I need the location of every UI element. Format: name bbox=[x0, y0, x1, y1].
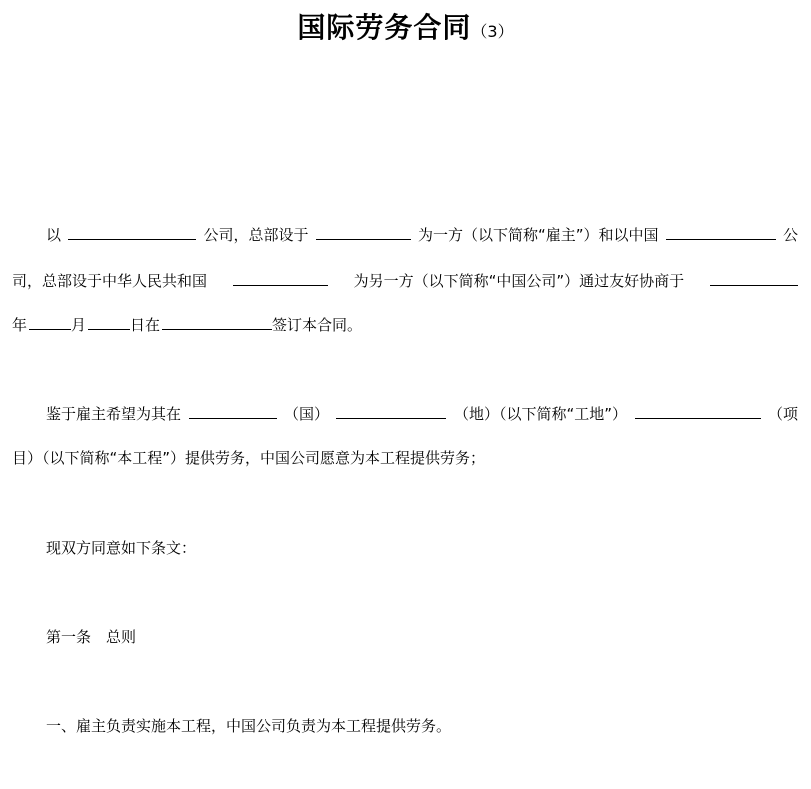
article1-heading-line bbox=[12, 626, 798, 648]
para2-line1-seg-b: （国） bbox=[283, 405, 329, 423]
clause1-line bbox=[12, 715, 798, 737]
para1-line1 bbox=[12, 223, 798, 245]
para2-line2 bbox=[12, 447, 798, 469]
blank-company-name bbox=[68, 223, 196, 240]
para1-line1-seg-d: 公 bbox=[782, 226, 798, 244]
para1-line3-day-at: 日在 bbox=[130, 316, 161, 334]
para1-line3-year: 年 bbox=[12, 316, 28, 334]
para2-line1-seg-d: （项 bbox=[767, 405, 798, 423]
blank-china-location bbox=[233, 269, 328, 286]
blank-project bbox=[635, 402, 761, 419]
blank-site bbox=[336, 402, 446, 419]
blank-month bbox=[29, 313, 71, 330]
document-title bbox=[0, 6, 811, 46]
blank-signing-place bbox=[162, 313, 272, 330]
para2-line1-seg-c: （地）（以下简称“工地”） bbox=[453, 405, 628, 423]
para1-line2 bbox=[12, 269, 798, 291]
para2-line1 bbox=[12, 402, 798, 424]
para3-text: 现双方同意如下条文： bbox=[46, 539, 197, 557]
blank-chinese-company bbox=[666, 223, 776, 240]
para3-line bbox=[12, 537, 798, 559]
para2-line1-seg-a: 鉴于雇主希望为其在 bbox=[46, 405, 182, 423]
clause1-text: 一、雇主负责实施本工程，中国公司负责为本工程提供劳务。 bbox=[46, 717, 452, 735]
article1-heading: 第一条 总则 bbox=[46, 628, 137, 646]
blank-country bbox=[189, 402, 277, 419]
para1-line3-month: 月 bbox=[71, 316, 87, 334]
blank-day bbox=[88, 313, 130, 330]
para1-line2-seg-a: 司，总部设于中华人民共和国 bbox=[12, 272, 208, 290]
para1-line1-seg-a: 以 bbox=[46, 226, 62, 244]
para1-line3 bbox=[12, 313, 798, 335]
para1-line2-seg-b: 为另一方（以下简称“中国公司”）通过友好协商于 bbox=[353, 272, 685, 290]
para1-line1-seg-b: 公司，总部设于 bbox=[203, 226, 309, 244]
blank-headquarters bbox=[316, 223, 411, 240]
para1-line1-seg-c: 为一方（以下简称“雇主”）和以中国 bbox=[417, 226, 659, 244]
title-main: 国际劳务合同 bbox=[297, 11, 472, 44]
para2-line2-text: 目）（以下简称“本工程”）提供劳务，中国公司愿意为本工程提供劳务； bbox=[12, 449, 486, 467]
para1-line3-sign: 签订本合同。 bbox=[272, 316, 363, 334]
blank-negotiation-date bbox=[710, 269, 798, 286]
title-suffix: （3） bbox=[471, 22, 514, 41]
